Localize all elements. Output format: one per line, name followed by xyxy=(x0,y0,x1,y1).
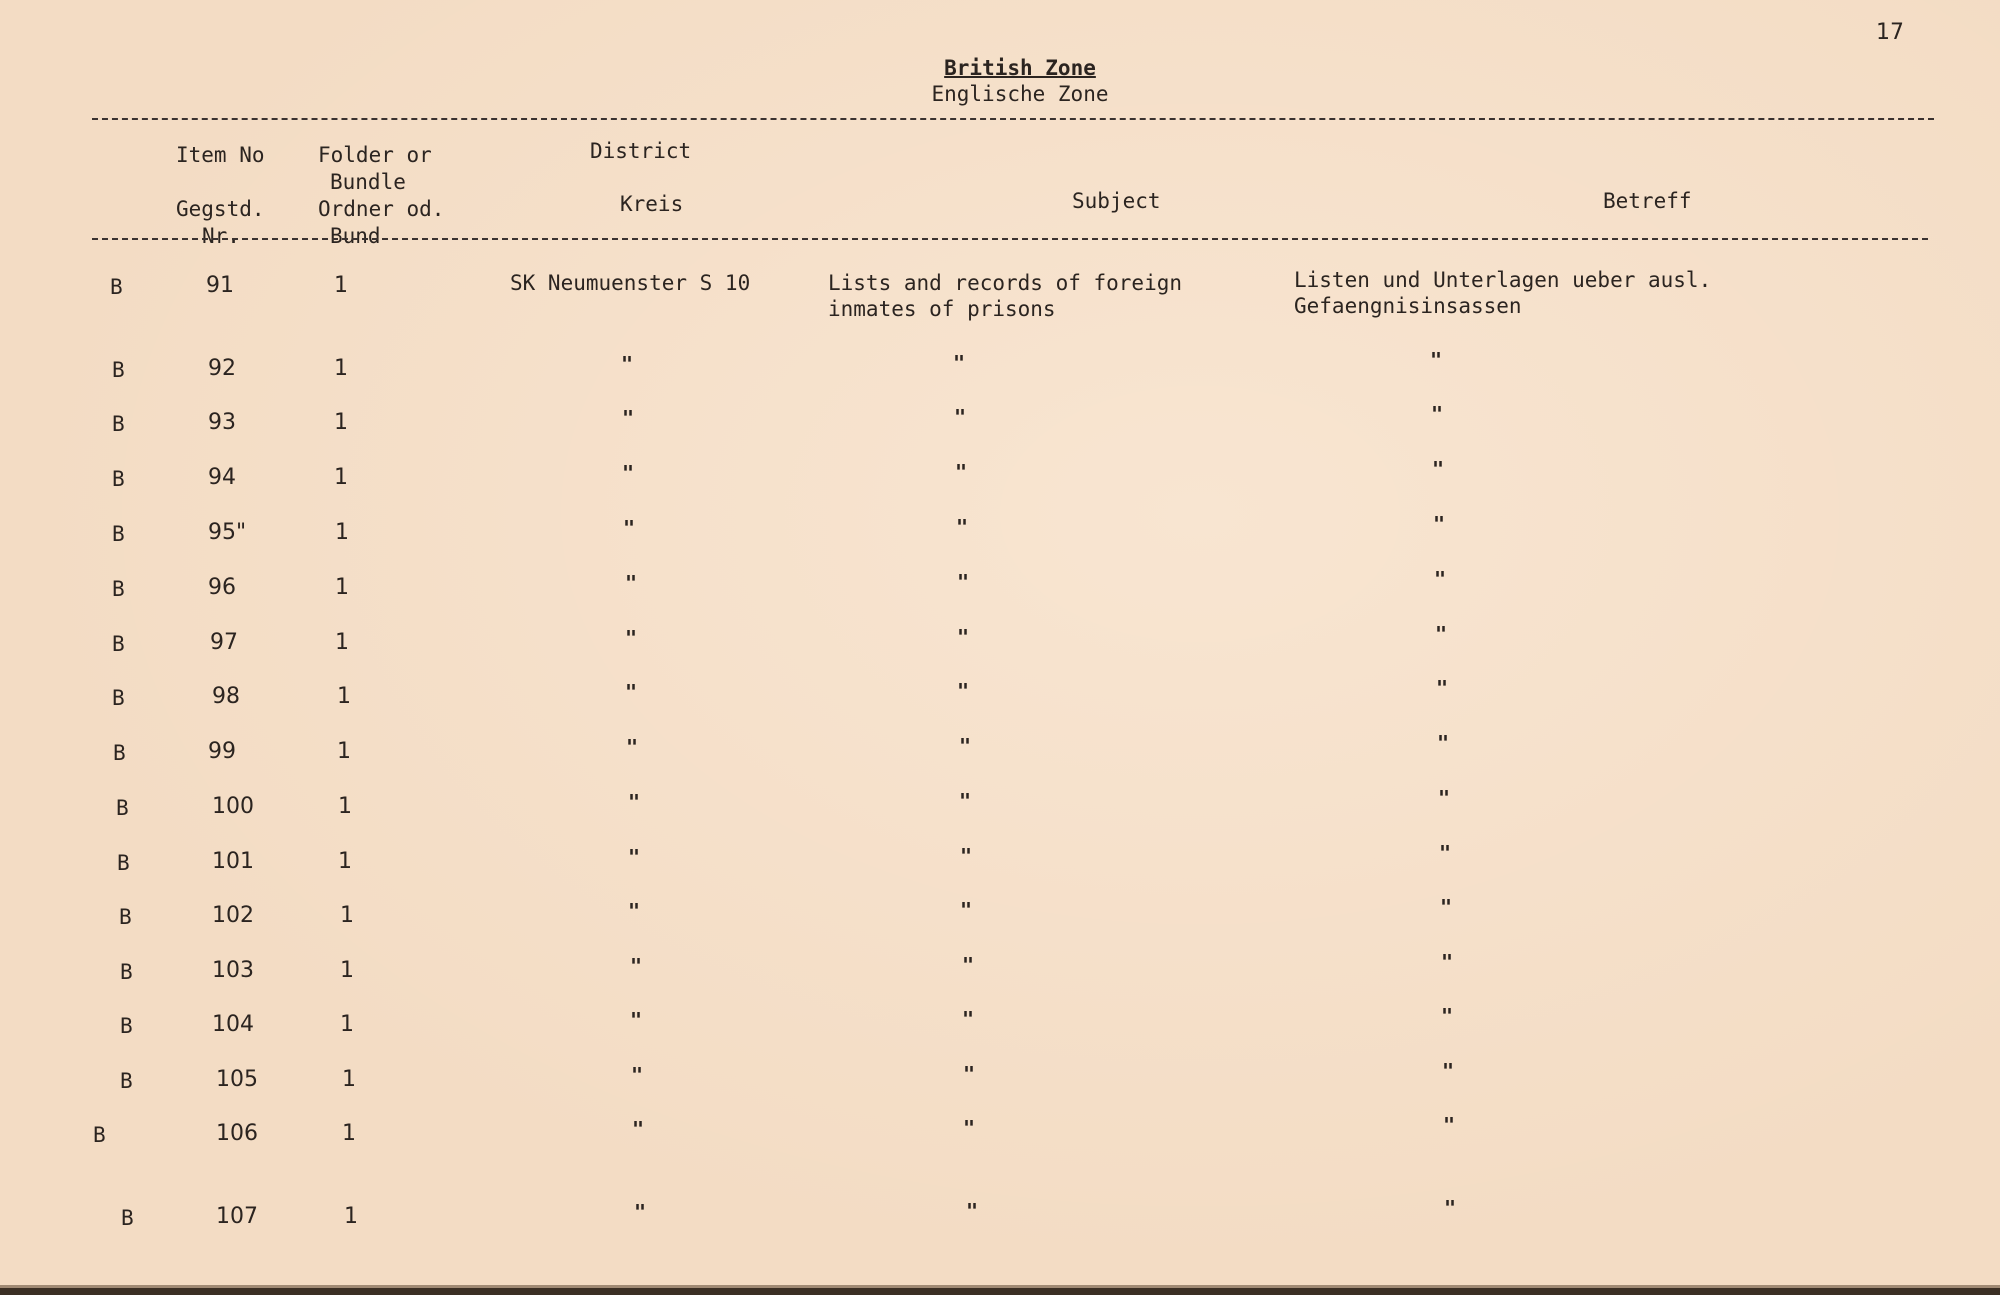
row-betreff-ditto: " xyxy=(1436,676,1449,700)
header-item-de: Gegstd. Nr. xyxy=(176,197,265,248)
row-item-number: 96 xyxy=(208,575,236,600)
row-district-ditto: " xyxy=(625,680,638,704)
row-betreff-ditto: " xyxy=(1441,950,1454,974)
row-betreff-ditto: " xyxy=(1440,895,1453,919)
row-betreff-ditto: " xyxy=(1439,841,1452,865)
row-folder-count: 1 xyxy=(340,958,354,983)
row-item-number: 93 xyxy=(208,410,236,435)
row-district-ditto: " xyxy=(630,1008,643,1032)
row-folder-count: 1 xyxy=(338,794,352,819)
row-prefix: B xyxy=(113,741,126,765)
header-bottom-rule xyxy=(92,238,1928,240)
row-betreff-ditto: " xyxy=(1433,512,1446,536)
row-betreff-ditto: " xyxy=(1430,348,1443,372)
row-item-number: 103 xyxy=(212,958,254,983)
row-district-ditto: " xyxy=(625,626,638,650)
row-betreff-ditto: " xyxy=(1437,731,1450,755)
row-district: SK Neumuenster S 10 xyxy=(510,271,751,295)
page-number: 17 xyxy=(1876,20,1904,45)
row-prefix: B xyxy=(112,577,125,601)
row-folder-count: 1 xyxy=(335,575,349,600)
row-folder-count: 1 xyxy=(334,356,348,381)
row-subject-ditto: " xyxy=(956,515,969,539)
row-betreff-ditto: " xyxy=(1444,1196,1457,1220)
row-betreff-line1: Listen und Unterlagen ueber ausl. xyxy=(1294,268,1712,292)
row-subject-ditto: " xyxy=(954,405,967,429)
row-folder-count: 1 xyxy=(334,273,348,298)
row-subject-ditto: " xyxy=(957,625,970,649)
row-district-ditto: " xyxy=(628,899,641,923)
header-betreff: Betreff xyxy=(1603,189,1692,213)
row-district-ditto: " xyxy=(628,790,641,814)
row-betreff-ditto: " xyxy=(1434,567,1447,591)
row-subject-ditto: " xyxy=(955,460,968,484)
row-district-ditto: " xyxy=(634,1200,647,1224)
row-prefix: B xyxy=(112,467,125,491)
row-folder-count: 1 xyxy=(334,410,348,435)
row-item-number: 100 xyxy=(212,794,254,819)
row-item-number: 99 xyxy=(208,739,236,764)
row-prefix: B xyxy=(120,1069,133,1093)
row-prefix: B xyxy=(110,275,123,299)
header-subject: Subject xyxy=(1072,189,1161,213)
row-item-number: 107 xyxy=(216,1204,258,1229)
row-district-ditto: " xyxy=(632,1117,645,1141)
row-subject-ditto: " xyxy=(953,351,966,375)
header-district: District xyxy=(590,139,692,163)
row-betreff-ditto: " xyxy=(1438,786,1451,810)
row-item-number: 98 xyxy=(212,684,240,709)
row-subject-ditto: " xyxy=(962,953,975,977)
row-betreff-ditto: " xyxy=(1431,402,1444,426)
row-prefix: B xyxy=(112,522,125,546)
row-betreff-line2: Gefaengnisinsassen xyxy=(1294,294,1522,318)
row-item-number: 97 xyxy=(210,630,238,655)
row-subject-ditto: " xyxy=(966,1199,979,1223)
row-district-ditto: " xyxy=(631,1063,644,1087)
row-folder-count: 1 xyxy=(337,739,351,764)
row-folder-count: 1 xyxy=(335,520,349,545)
row-prefix: B xyxy=(121,1206,134,1230)
row-district-ditto: " xyxy=(621,352,634,376)
row-district-ditto: " xyxy=(623,516,636,540)
row-prefix: B xyxy=(120,1014,133,1038)
row-item-number: 105 xyxy=(216,1067,258,1092)
row-prefix: B xyxy=(116,796,129,820)
header-top-rule xyxy=(92,118,1934,120)
row-folder-count: 1 xyxy=(342,1067,356,1092)
row-betreff-ditto: " xyxy=(1432,457,1445,481)
row-item-number: 91 xyxy=(206,273,234,298)
row-district-ditto: " xyxy=(622,406,635,430)
row-prefix: B xyxy=(120,960,133,984)
row-subject-line2: inmates of prisons xyxy=(828,297,1056,321)
row-betreff-ditto: " xyxy=(1435,622,1448,646)
row-subject-ditto: " xyxy=(963,1116,976,1140)
row-subject-ditto: " xyxy=(963,1062,976,1086)
row-betreff-ditto: " xyxy=(1441,1004,1454,1028)
header-item-en: Item No xyxy=(176,143,265,167)
row-folder-count: 1 xyxy=(340,1012,354,1037)
row-subject-ditto: " xyxy=(957,570,970,594)
row-item-number: 104 xyxy=(212,1012,254,1037)
row-subject-ditto: " xyxy=(960,844,973,868)
row-folder-count: 1 xyxy=(340,903,354,928)
row-subject-ditto: " xyxy=(962,1007,975,1031)
row-prefix: B xyxy=(117,851,130,875)
row-prefix: B xyxy=(112,632,125,656)
row-subject-line1: Lists and records of foreign xyxy=(828,271,1183,295)
row-subject-ditto: " xyxy=(959,789,972,813)
row-district-ditto: " xyxy=(628,845,641,869)
row-folder-count: 1 xyxy=(342,1121,356,1146)
row-subject-ditto: " xyxy=(960,898,973,922)
row-subject-ditto: " xyxy=(959,734,972,758)
row-item-number: 95" xyxy=(208,520,247,545)
title-english: British Zone xyxy=(944,56,1096,80)
row-betreff-ditto: " xyxy=(1442,1059,1455,1083)
row-folder-count: 1 xyxy=(335,630,349,655)
row-folder-count: 1 xyxy=(338,849,352,874)
row-prefix: B xyxy=(119,905,132,929)
row-item-number: 94 xyxy=(208,465,236,490)
row-district-ditto: " xyxy=(625,571,638,595)
row-district-ditto: " xyxy=(622,461,635,485)
row-subject-ditto: " xyxy=(957,679,970,703)
row-folder-count: 1 xyxy=(334,465,348,490)
header-folder: Folder or Bundle Ordner od. Bund xyxy=(318,143,445,248)
row-item-number: 102 xyxy=(212,903,254,928)
header-kreis: Kreis xyxy=(620,192,684,216)
row-item-number: 106 xyxy=(216,1121,258,1146)
row-item-number: 92 xyxy=(208,356,236,381)
row-folder-count: 1 xyxy=(344,1204,358,1229)
row-prefix: B xyxy=(112,686,125,710)
row-prefix: B xyxy=(93,1123,106,1147)
row-item-number: 101 xyxy=(212,849,254,874)
row-district-ditto: " xyxy=(626,735,639,759)
row-folder-count: 1 xyxy=(337,684,351,709)
row-district-ditto: " xyxy=(630,954,643,978)
row-betreff-ditto: " xyxy=(1443,1113,1456,1137)
row-prefix: B xyxy=(112,412,125,436)
row-prefix: B xyxy=(112,358,125,382)
title-german: Englische Zone xyxy=(931,82,1109,106)
